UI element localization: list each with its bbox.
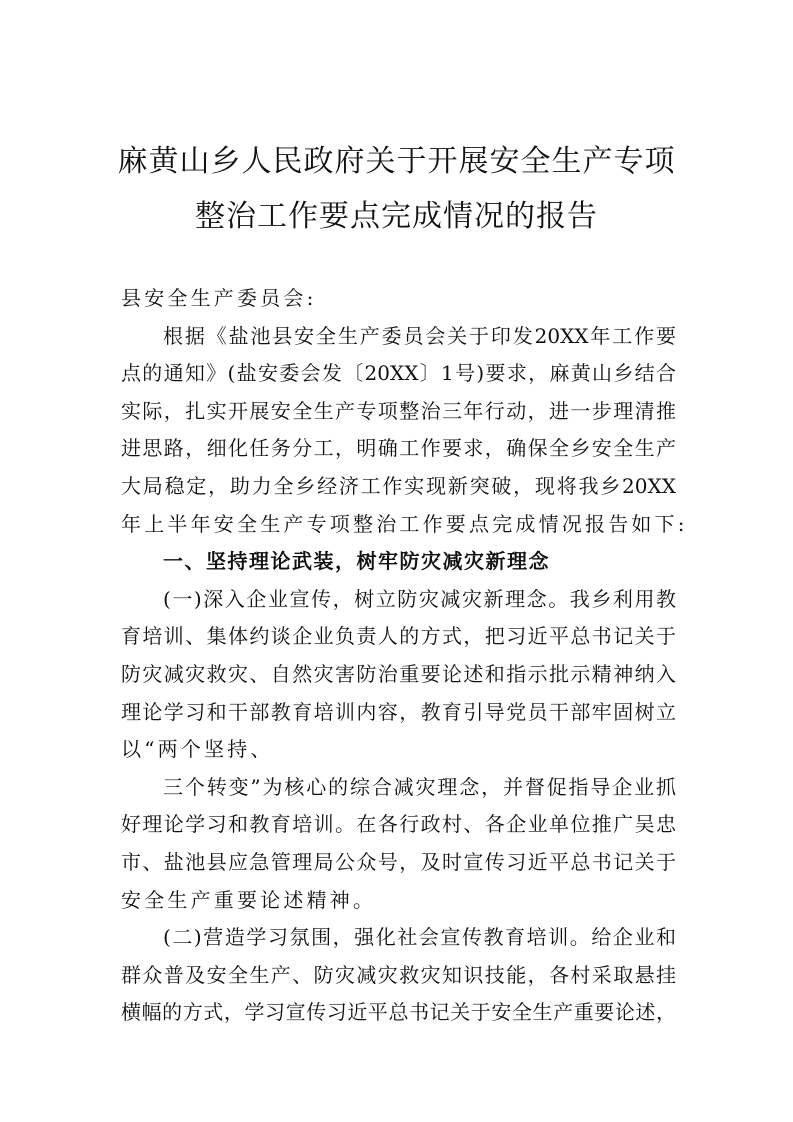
paragraph-line: 点的通知》(盐安委会发〔20XX〕1号)要求，麻黄山乡结合	[121, 361, 676, 386]
paragraph-line: (一)深入企业宣传，树立防灾减灾新理念。我乡利用教	[163, 586, 676, 611]
paragraph-line: (二)营造学习氛围，强化社会宣传教育培训。给企业和	[163, 925, 676, 950]
section-heading: 一、坚持理论武装，树牢防灾减灾新理念	[163, 549, 550, 574]
paragraph-line: 进思路，细化任务分工，明确工作要求，确保全乡安全生产	[121, 436, 676, 461]
paragraph-line: 群众普及安全生产、防灾减灾救灾知识技能，各村采取悬挂	[121, 962, 676, 987]
paragraph-line: 防灾减灾救灾、自然灾害防治重要论述和指示批示精神纳入	[121, 661, 676, 686]
paragraph-line: 市、盐池县应急管理局公众号，及时宣传习近平总书记关于	[121, 849, 676, 874]
paragraph-line: 以“两个坚持、	[121, 737, 274, 762]
paragraph-line: 大局稳定，助力全乡经济工作实现新突破，现将我乡20XX	[121, 473, 676, 498]
document-title-line-2: 整治工作要点完成情况的报告	[195, 199, 598, 234]
paragraph-line: 三个转变”为核心的综合减灾理念，并督促指导企业抓	[163, 774, 676, 799]
paragraph-line: 理论学习和干部教育培训内容，教育引导党员干部牢固树立	[121, 699, 676, 724]
paragraph-line: 横幅的方式，学习宣传习近平总书记关于安全生产重要论述，	[121, 1000, 676, 1025]
paragraph-line: 年上半年安全生产专项整治工作要点完成情况报告如下:	[121, 511, 688, 536]
paragraph-lines	[121, 318, 688, 1032]
paragraph-line: 育培训、集体约谈企业负责人的方式，把习近平总书记关于	[121, 624, 676, 649]
paragraph-line: 好理论学习和教育培训。在各行政村、各企业单位推广吴忠	[121, 812, 676, 837]
document-title-line-1: 麻黄山乡人民政府关于开展安全生产专项	[117, 144, 676, 179]
paragraph-line: 安全生产重要论述精神。	[121, 887, 377, 912]
paragraph-line: 根据《盐池县安全生产委员会关于印发20XX年工作要	[163, 323, 676, 348]
document-body	[121, 280, 688, 1032]
paragraph-line: 实际，扎实开展安全生产专项整治三年行动，进一步理清推	[121, 398, 676, 423]
salutation: 县安全生产委员会:	[121, 286, 317, 310]
